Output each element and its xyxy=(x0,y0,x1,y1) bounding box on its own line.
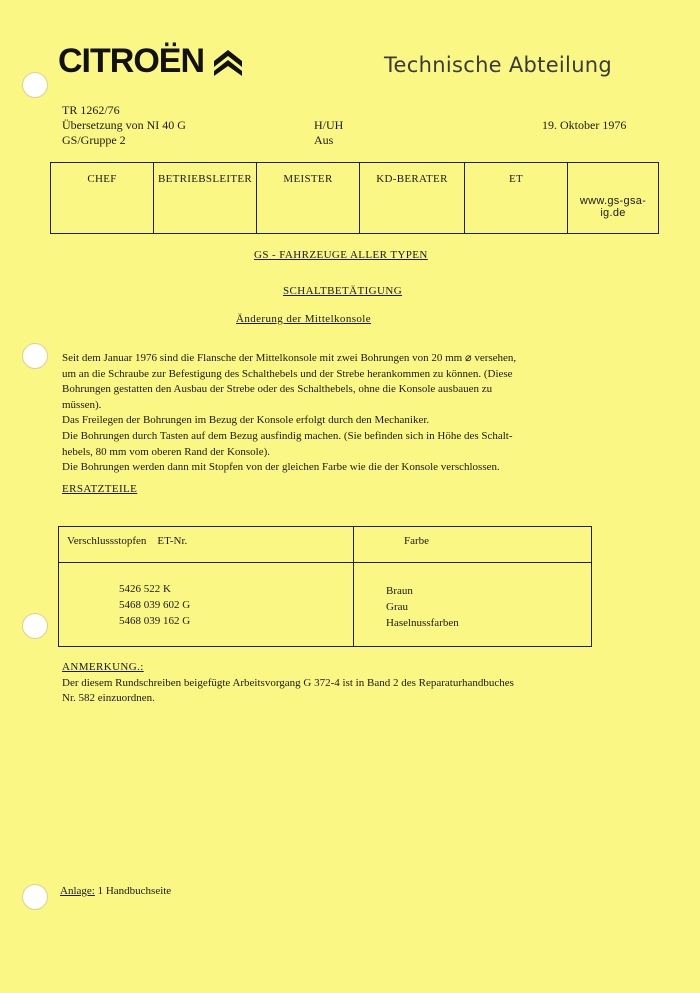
body-line: Das Freilegen der Bohrungen im Bezug der Konsole erfolgt durch den Mechaniker. xyxy=(62,414,430,427)
attachment xyxy=(60,885,171,897)
body-line: um an die Schraube zur Befestigung des Schalthebels und der Strebe herankommen zu können. (Diese xyxy=(62,367,513,380)
initials-line: Aus xyxy=(314,133,334,147)
body-line: hebels, 80 mm vom oberen Rand der Konsole). xyxy=(62,445,271,458)
spare-parts-table xyxy=(58,526,592,647)
part-number: 5468 039 162 G xyxy=(119,615,191,627)
header-color: Farbe xyxy=(354,527,592,563)
distribution-cell: KD-BERATER xyxy=(360,163,465,234)
punch-hole-3 xyxy=(22,613,48,639)
double-chevron-icon xyxy=(212,46,244,76)
part-numbers-cell xyxy=(59,563,354,647)
initials-block xyxy=(314,118,343,148)
remark-title: ANMERKUNG.: xyxy=(62,661,144,673)
document-date: 19. Oktober 1976 xyxy=(542,118,627,132)
remark-line: Nr. 582 einzuordnen. xyxy=(62,692,155,704)
initials-line: H/UH xyxy=(314,118,344,132)
part-color: Haselnussfarben xyxy=(386,617,459,629)
table-row xyxy=(59,563,592,647)
reference-line: GS/Gruppe 2 xyxy=(62,133,126,147)
punch-hole-2 xyxy=(22,343,48,369)
distribution-cell: CHEF xyxy=(51,163,154,234)
part-color: Braun xyxy=(386,585,413,597)
department-title: Technische Abteilung xyxy=(384,53,613,77)
body-line: müssen). xyxy=(62,398,102,411)
body-line: Die Bohrungen durch Tasten auf dem Bezug ausfindig machen. (Sie befinden sich in Höhe des Schalt- xyxy=(62,429,513,442)
distribution-cell: MEISTER xyxy=(257,163,360,234)
distribution-row xyxy=(51,163,659,234)
reference-line: Übersetzung von NI 40 G xyxy=(62,118,186,132)
colors-cell xyxy=(354,563,592,647)
remark-line: Der diesem Rundschreiben beigefügte Arbeitsvorgang G 372-4 ist in Band 2 des Reparaturhandbuches xyxy=(62,677,514,689)
body-line: Seit dem Januar 1976 sind die Flansche der Mittelkonsole mit zwei Bohrungen von 20 mm ⌀ versehen, xyxy=(62,352,517,364)
spare-parts-title: ERSATZTEILE xyxy=(62,483,138,495)
reference-block xyxy=(62,103,186,148)
reference-line: TR 1262/76 xyxy=(62,103,120,117)
website-link[interactable]: www.gs-gsa-ig.de xyxy=(568,163,659,234)
distribution-cell: ET xyxy=(465,163,568,234)
body-line: Die Bohrungen werden dann mit Stopfen von der gleichen Farbe wie die der Konsole verschlossen. xyxy=(62,461,500,474)
citroen-logo: CITROËN xyxy=(58,42,204,80)
attachment-value: 1 Handbuchseite xyxy=(97,885,172,897)
body-line: Bohrungen gestatten den Ausbau der Strebe oder des Schalthebels, ohne die Konsole ausbauen zu xyxy=(62,383,493,396)
remark-text xyxy=(62,676,622,706)
distribution-table xyxy=(50,162,659,234)
part-number: 5468 039 602 G xyxy=(119,599,191,611)
distribution-cell: BETRIEBSLEITER xyxy=(154,163,257,234)
header-part-number: Verschlussstopfen ET-Nr. xyxy=(59,527,354,563)
table-header-row xyxy=(59,527,592,563)
body-text xyxy=(62,351,602,476)
part-number: 5426 522 K xyxy=(119,583,171,595)
heading-change: Änderung der Mittelkonsole xyxy=(236,313,372,325)
attachment-label: Anlage: xyxy=(60,885,95,897)
punch-hole-1 xyxy=(22,72,48,98)
heading-subject: SCHALTBETÄTIGUNG xyxy=(283,285,403,297)
part-color: Grau xyxy=(386,601,408,613)
punch-hole-4 xyxy=(22,884,48,910)
heading-vehicles: GS - FAHRZEUGE ALLER TYPEN xyxy=(254,249,428,261)
